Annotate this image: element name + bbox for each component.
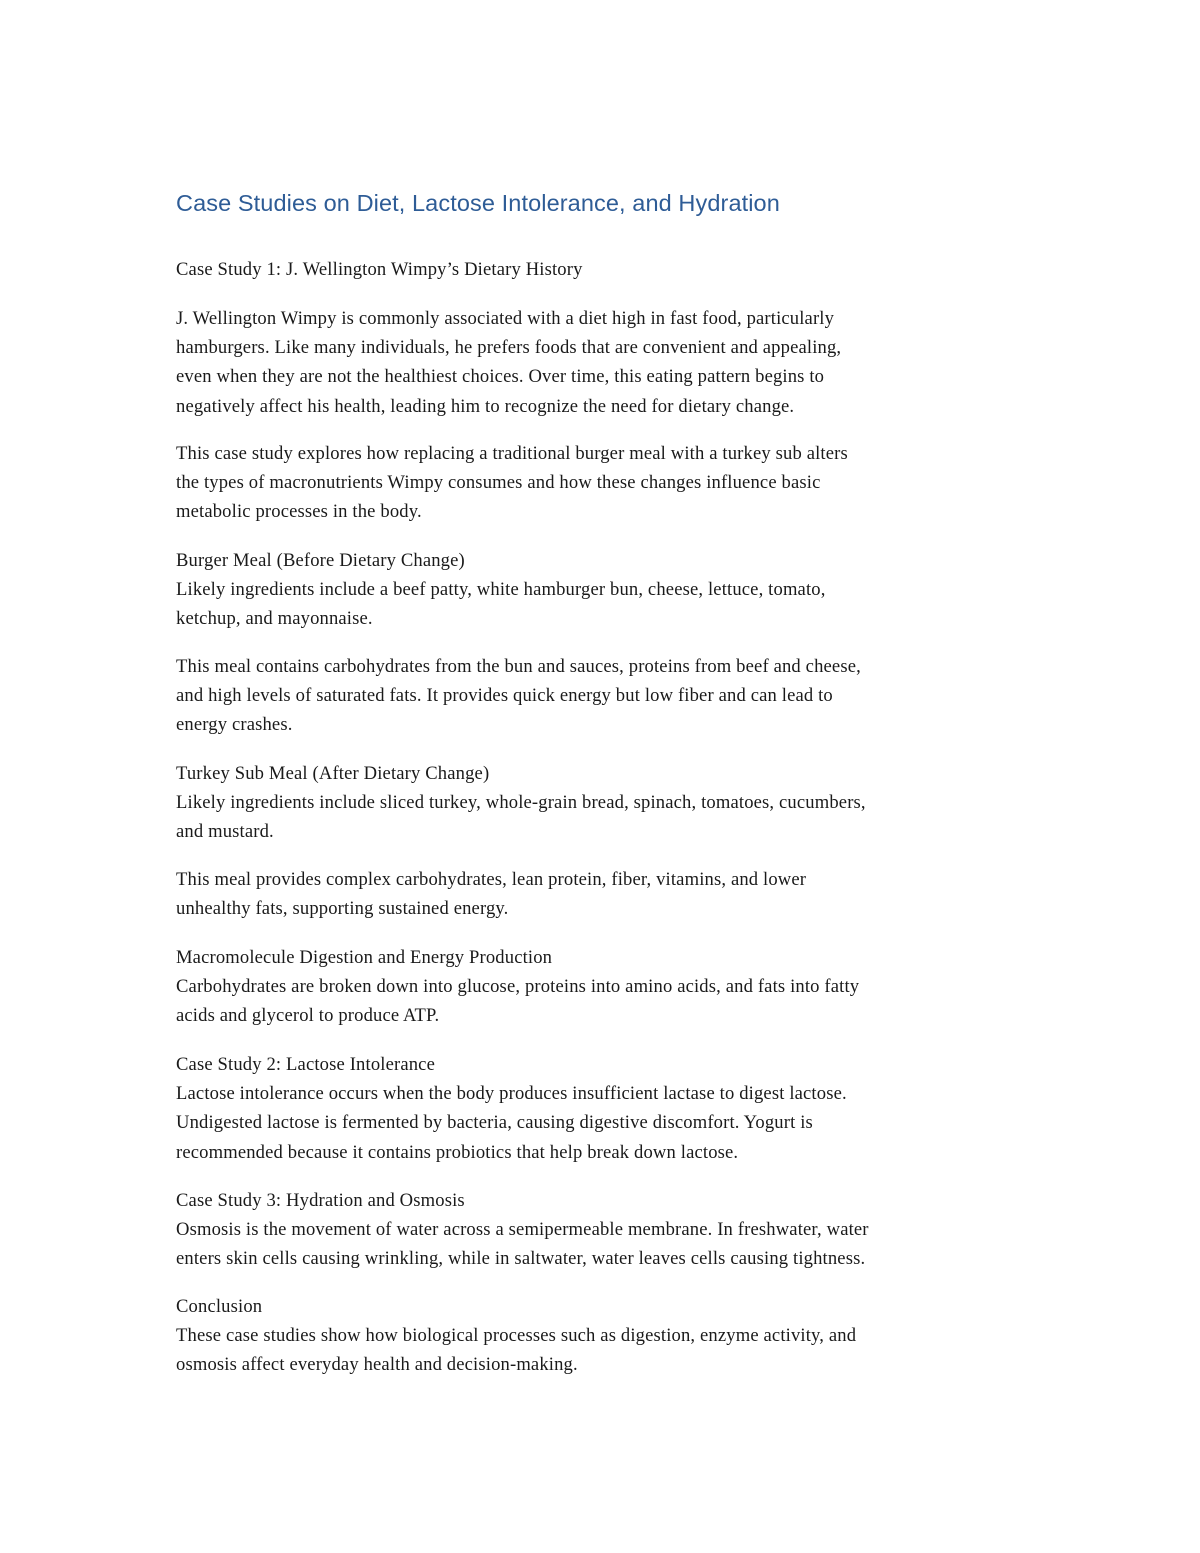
paragraph-line: Osmosis is the movement of water across a semipermeable membrane. In freshwater, water	[176, 1219, 869, 1241]
case1-intro-paragraph	[176, 304, 1036, 421]
digestion-section	[176, 943, 1036, 1031]
paragraph-line: enters skin cells causing wrinkling, while in saltwater, water leaves cells causing tightness.	[176, 1248, 866, 1270]
turkey-sub-section	[176, 759, 1036, 847]
turkey-sub-heading: Turkey Sub Meal (After Dietary Change)	[176, 763, 490, 784]
paragraph-line: Undigested lactose is fermented by bacteria, causing digestive discomfort. Yogurt is	[176, 1112, 813, 1134]
paragraph-line: negatively affect his health, leading him to recognize the need for dietary change.	[176, 395, 795, 417]
paragraph-line: Likely ingredients include sliced turkey, whole-grain bread, spinach, tomatoes, cucumbers,	[176, 792, 866, 814]
burger-meal-heading: Burger Meal (Before Dietary Change)	[176, 550, 465, 571]
case1-heading: Case Study 1: J. Wellington Wimpy’s Dietary History	[176, 259, 583, 280]
case2-section	[176, 1050, 1036, 1167]
paragraph-line: the types of macronutrients Wimpy consumes and how these changes influence basic	[176, 472, 821, 494]
paragraph-line: ketchup, and mayonnaise.	[176, 608, 373, 630]
conclusion-heading: Conclusion	[176, 1296, 263, 1317]
paragraph-line: This meal provides complex carbohydrates, lean protein, fiber, vitamins, and lower	[176, 869, 807, 890]
paragraph-line: even when they are not the healthiest choices. Over time, this eating pattern begins to	[176, 366, 825, 388]
paragraph-line: unhealthy fats, supporting sustained energy.	[176, 898, 509, 920]
conclusion-section	[176, 1292, 1036, 1380]
paragraph-line: These case studies show how biological processes such as digestion, enzyme activity, and	[176, 1325, 857, 1347]
digestion-heading: Macromolecule Digestion and Energy Production	[176, 947, 553, 968]
turkey-sub-analysis	[176, 865, 1036, 923]
document-title: Case Studies on Diet, Lactose Intolerance, and Hydration	[176, 190, 780, 216]
case1-heading-block	[176, 255, 1036, 284]
paragraph-line: This meal contains carbohydrates from the bun and sauces, proteins from beef and cheese,	[176, 656, 861, 677]
paragraph-line: Likely ingredients include a beef patty, white hamburger bun, cheese, lettuce, tomato,	[176, 579, 826, 601]
case1-purpose-paragraph	[176, 439, 1036, 527]
paragraph-line: This case study explores how replacing a traditional burger meal with a turkey sub alters	[176, 443, 848, 464]
paragraph-line: osmosis affect everyday health and decision-making.	[176, 1354, 578, 1376]
paragraph-line: recommended because it contains probiotics that help break down lactose.	[176, 1141, 739, 1163]
paragraph-line: and mustard.	[176, 821, 274, 843]
paragraph-line: Carbohydrates are broken down into glucose, proteins into amino acids, and fats into fatty	[176, 976, 860, 998]
paragraph-line: Lactose intolerance occurs when the body produces insufficient lactase to digest lactose.	[176, 1083, 847, 1105]
paragraph-line: hamburgers. Like many individuals, he prefers foods that are convenient and appealing,	[176, 337, 842, 359]
paragraph-line: energy crashes.	[176, 714, 293, 736]
paragraph-line: J. Wellington Wimpy is commonly associated with a diet high in fast food, particularly	[176, 308, 835, 329]
burger-meal-analysis	[176, 652, 1036, 740]
case3-section	[176, 1186, 1036, 1274]
paragraph-line: and high levels of saturated fats. It provides quick energy but low fiber and can lead to	[176, 685, 833, 707]
case2-heading: Case Study 2: Lactose Intolerance	[176, 1054, 435, 1075]
burger-meal-section	[176, 546, 1036, 634]
case3-heading: Case Study 3: Hydration and Osmosis	[176, 1190, 465, 1211]
paragraph-line: metabolic processes in the body.	[176, 501, 422, 523]
paragraph-line: acids and glycerol to produce ATP.	[176, 1005, 440, 1027]
